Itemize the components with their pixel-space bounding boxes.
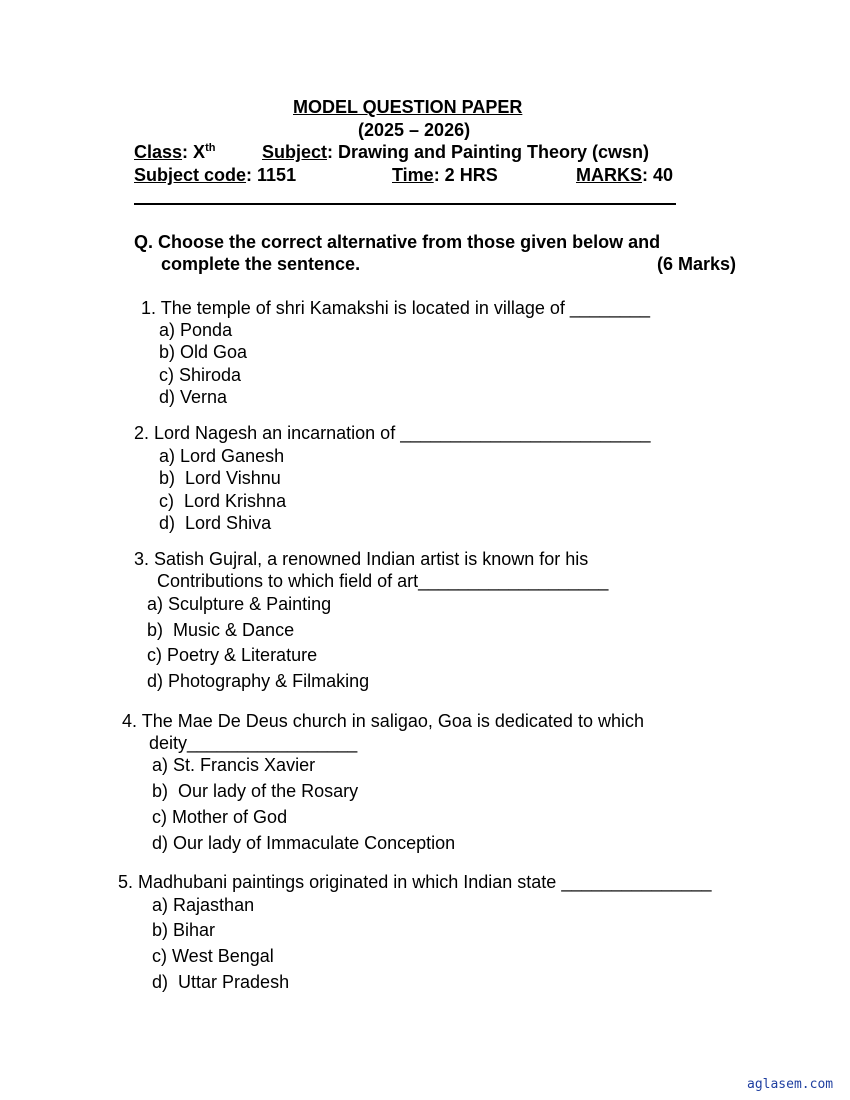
q3-option-c xyxy=(147,644,317,666)
question-1 xyxy=(141,297,650,319)
option-label: d) xyxy=(147,671,164,691)
option-label: c) xyxy=(159,491,174,511)
q1-option-c xyxy=(159,364,241,386)
question-number: 2. xyxy=(134,423,150,443)
question-5 xyxy=(118,871,711,893)
marks-info xyxy=(576,164,673,186)
instruction-marks: (6 Marks) xyxy=(657,254,737,274)
option-label: b) xyxy=(152,920,169,940)
q2-option-b xyxy=(159,467,281,489)
option-label: b) xyxy=(147,620,164,640)
watermark-link[interactable]: aglasem.com xyxy=(747,1077,834,1092)
option-text: Lord Shiva xyxy=(185,513,272,533)
subject-code-info xyxy=(134,164,296,186)
question-number: 5. xyxy=(118,872,134,892)
subject-code-value: : 1151 xyxy=(246,165,297,185)
time-value: : 2 HRS xyxy=(433,165,498,185)
page-title: MODEL QUESTION PAPER xyxy=(293,97,523,117)
header-divider xyxy=(134,203,676,205)
q5-option-c xyxy=(152,945,274,967)
option-label: b) xyxy=(159,342,176,362)
q4-option-b xyxy=(152,780,358,802)
option-text: Old Goa xyxy=(180,342,248,362)
time-info xyxy=(392,164,498,186)
option-text: St. Francis Xavier xyxy=(173,755,316,775)
q4-option-d xyxy=(152,832,455,854)
question-3-line-2: Contributions to which field of art___________________ xyxy=(157,571,609,591)
question-number: 4. xyxy=(122,711,138,731)
question-number: 1. xyxy=(141,298,157,318)
question-2 xyxy=(134,422,650,444)
option-label: d) xyxy=(152,833,169,853)
option-text: Lord Krishna xyxy=(184,491,287,511)
option-text: Lord Vishnu xyxy=(185,468,281,488)
marks-value: : 40 xyxy=(642,165,674,185)
class-superscript: th xyxy=(205,142,216,154)
option-text: West Bengal xyxy=(172,946,274,966)
option-text: Poetry & Literature xyxy=(167,645,318,665)
question-4-line-2: deity_________________ xyxy=(149,733,358,753)
q4-option-c xyxy=(152,806,287,828)
option-text: Mother of God xyxy=(172,807,288,827)
q5-option-a xyxy=(152,894,254,916)
q3-option-b xyxy=(147,619,294,641)
subject-info xyxy=(262,141,649,163)
subject-label: Subject xyxy=(262,142,328,162)
option-text: Rajasthan xyxy=(173,895,255,915)
option-text: Sculpture & Painting xyxy=(168,594,332,614)
option-text: Photography & Filmaking xyxy=(168,671,370,691)
option-label: a) xyxy=(152,895,169,915)
option-label: b) xyxy=(152,781,169,801)
question-4 xyxy=(122,710,644,732)
instruction-line-1: Q. Choose the correct alternative from those given below and xyxy=(134,232,661,252)
option-label: a) xyxy=(159,446,176,466)
subject-code-label: Subject code xyxy=(134,165,247,185)
option-text: Our lady of the Rosary xyxy=(178,781,359,801)
option-text: Lord Ganesh xyxy=(180,446,285,466)
option-label: a) xyxy=(152,755,169,775)
option-text: Ponda xyxy=(180,320,233,340)
question-text: Madhubani paintings originated in which Indian state _______________ xyxy=(138,872,712,892)
q2-option-a xyxy=(159,445,284,467)
option-label: d) xyxy=(159,387,176,407)
q2-option-c xyxy=(159,490,286,512)
question-text: Lord Nagesh an incarnation of _________________________ xyxy=(154,423,651,443)
q3-option-d xyxy=(147,670,369,692)
question-text: Satish Gujral, a renowned Indian artist is known for his xyxy=(154,549,589,569)
option-text: Bihar xyxy=(173,920,216,940)
option-label: c) xyxy=(159,365,174,385)
q1-option-d xyxy=(159,386,227,408)
option-label: c) xyxy=(152,807,167,827)
question-number: 3. xyxy=(134,549,150,569)
instruction-line-2: complete the sentence. xyxy=(161,254,361,274)
option-label: a) xyxy=(147,594,164,614)
class-info xyxy=(134,141,215,163)
option-label: a) xyxy=(159,320,176,340)
class-value: : X xyxy=(182,142,206,162)
option-label: d) xyxy=(152,972,169,992)
class-label: Class xyxy=(134,142,183,162)
option-text: Uttar Pradesh xyxy=(178,972,290,992)
question-text: The Mae De Deus church in saligao, Goa is dedicated to which xyxy=(141,711,644,731)
option-text: Shiroda xyxy=(179,365,242,385)
q4-option-a xyxy=(152,754,315,776)
subject-value: : Drawing and Painting Theory (cwsn) xyxy=(327,142,650,162)
academic-year: (2025 – 2026) xyxy=(358,120,471,140)
option-label: c) xyxy=(152,946,167,966)
option-text: Verna xyxy=(180,387,228,407)
option-text: Music & Dance xyxy=(173,620,295,640)
q5-option-b xyxy=(152,919,215,941)
q5-option-d xyxy=(152,971,289,993)
question-text: The temple of shri Kamakshi is located in village of ________ xyxy=(160,298,650,318)
option-label: d) xyxy=(159,513,176,533)
q1-option-b xyxy=(159,341,247,363)
q3-option-a xyxy=(147,593,331,615)
question-3 xyxy=(134,548,588,570)
time-label: Time xyxy=(392,165,434,185)
q1-option-a xyxy=(159,319,232,341)
option-text: Our lady of Immaculate Conception xyxy=(173,833,456,853)
marks-label: MARKS xyxy=(576,165,642,185)
option-label: c) xyxy=(147,645,162,665)
option-label: b) xyxy=(159,468,176,488)
q2-option-d xyxy=(159,512,271,534)
